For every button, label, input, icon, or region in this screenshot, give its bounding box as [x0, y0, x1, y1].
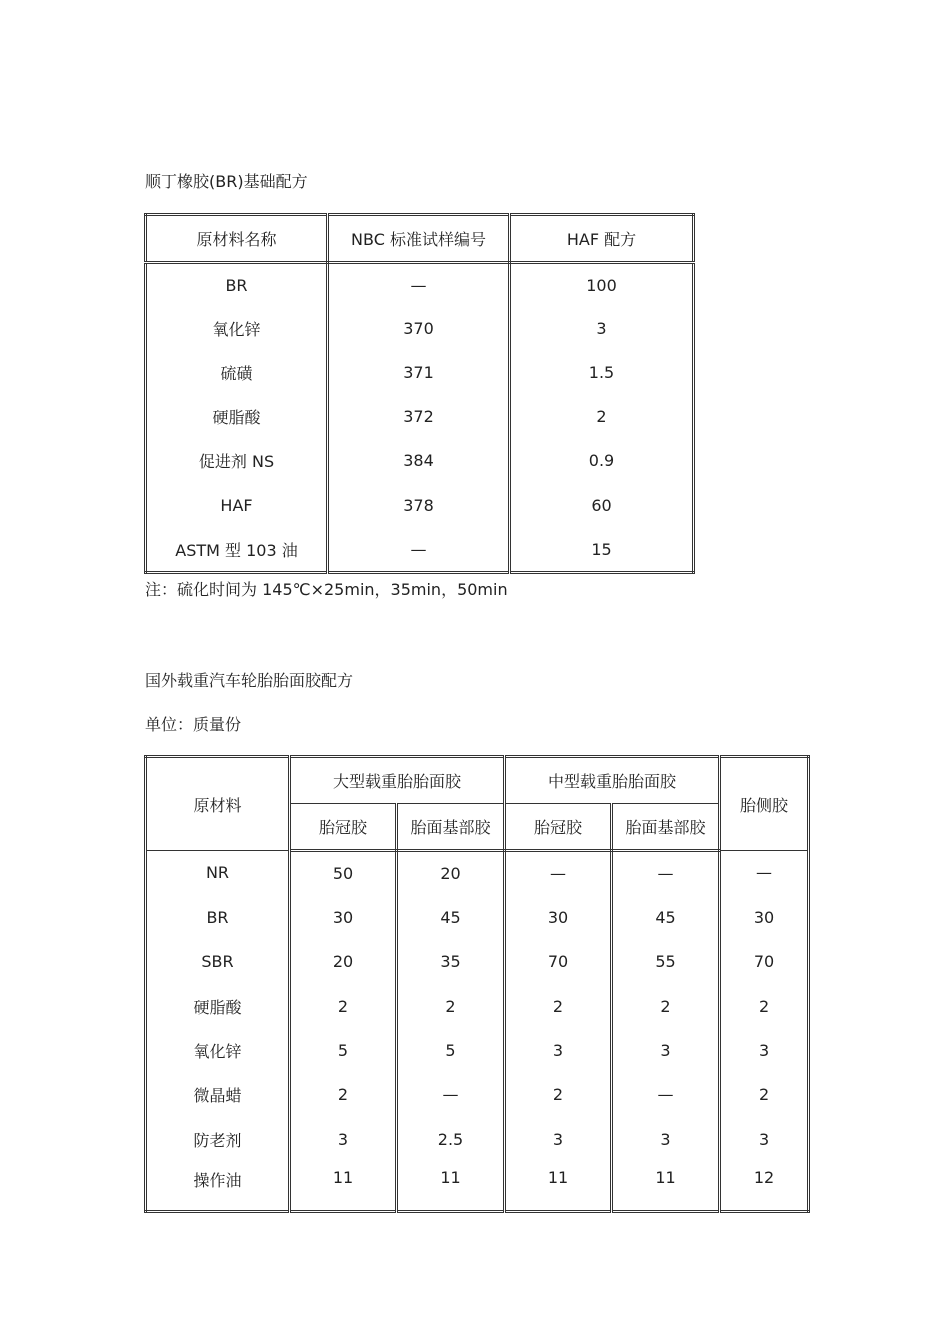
table-row	[146, 984, 809, 1029]
value-cell: 2	[290, 1073, 397, 1117]
column-header-material: 原材料	[146, 757, 290, 851]
value-cell: —	[720, 851, 809, 895]
value-cell: —	[612, 1073, 720, 1117]
material-cell: NR	[146, 851, 290, 895]
value-cell: 55	[612, 940, 720, 984]
code-cell: 378	[328, 483, 510, 528]
value-cell: 3	[720, 1117, 809, 1162]
table-row	[146, 395, 694, 439]
column-group-large: 大型载重胎胎面胶	[290, 757, 505, 804]
column-subheader: 胎面基部胶	[612, 804, 720, 851]
table-row	[146, 1162, 809, 1212]
value-cell: 100	[510, 263, 694, 307]
column-header: HAF 配方	[510, 215, 694, 263]
value-cell: 2	[612, 984, 720, 1029]
value-cell: 2	[290, 984, 397, 1029]
value-cell: 11	[505, 1162, 612, 1212]
value-cell: 3	[720, 1029, 809, 1073]
material-cell: 硬脂酸	[146, 984, 290, 1029]
material-cell: 硫磺	[146, 351, 328, 395]
code-cell: 371	[328, 351, 510, 395]
value-cell: 2.5	[397, 1117, 505, 1162]
value-cell: 35	[397, 940, 505, 984]
value-cell: 45	[397, 895, 505, 940]
material-cell: 硬脂酸	[146, 395, 328, 439]
table-note: 注：硫化时间为 145℃×25min，35min，50min	[145, 580, 508, 599]
material-cell: 促进剂 NS	[146, 439, 328, 483]
value-cell: 2	[720, 1073, 809, 1117]
code-cell: 384	[328, 439, 510, 483]
material-cell: 微晶蜡	[146, 1073, 290, 1117]
value-cell: —	[612, 851, 720, 895]
material-cell: ASTM 型 103 油	[146, 528, 328, 573]
value-cell: 3	[505, 1117, 612, 1162]
value-cell: 1.5	[510, 351, 694, 395]
value-cell: 20	[290, 940, 397, 984]
value-cell: 70	[720, 940, 809, 984]
value-cell: 60	[510, 483, 694, 528]
value-cell: 30	[505, 895, 612, 940]
material-cell: HAF	[146, 483, 328, 528]
value-cell: 2	[505, 984, 612, 1029]
value-cell: 2	[720, 984, 809, 1029]
code-cell: 370	[328, 307, 510, 351]
column-subheader: 胎冠胶	[505, 804, 612, 851]
code-cell: 372	[328, 395, 510, 439]
table-row	[146, 1073, 809, 1117]
table-row	[146, 351, 694, 395]
value-cell: —	[397, 1073, 505, 1117]
material-cell: 防老剂	[146, 1117, 290, 1162]
material-cell: BR	[146, 895, 290, 940]
material-cell: BR	[146, 263, 328, 307]
unit-label: 单位：质量份	[145, 715, 242, 734]
value-cell: 2	[505, 1073, 612, 1117]
value-cell: 11	[290, 1162, 397, 1212]
value-cell: 15	[510, 528, 694, 573]
section1-title: 顺丁橡胶(BR)基础配方	[145, 172, 308, 191]
table-row	[146, 307, 694, 351]
table-header-row	[146, 215, 694, 263]
value-cell: 20	[397, 851, 505, 895]
tread-formula-table	[144, 755, 810, 1213]
column-subheader: 胎面基部胶	[397, 804, 505, 851]
material-cell: 氧化锌	[146, 307, 328, 351]
value-cell: 30	[290, 895, 397, 940]
table-row	[146, 895, 809, 940]
value-cell: 45	[612, 895, 720, 940]
table-row	[146, 263, 694, 307]
value-cell: 70	[505, 940, 612, 984]
code-cell: —	[328, 528, 510, 573]
table-row	[146, 1117, 809, 1162]
value-cell: 5	[397, 1029, 505, 1073]
material-cell: SBR	[146, 940, 290, 984]
value-cell: —	[505, 851, 612, 895]
value-cell: 2	[397, 984, 505, 1029]
br-formula-table	[144, 213, 695, 574]
value-cell: 3	[290, 1117, 397, 1162]
value-cell: 3	[612, 1029, 720, 1073]
value-cell: 50	[290, 851, 397, 895]
column-header: 原材料名称	[146, 215, 328, 263]
value-cell: 3	[612, 1117, 720, 1162]
value-cell: 5	[290, 1029, 397, 1073]
table-row	[146, 439, 694, 483]
section2-title: 国外载重汽车轮胎胎面胶配方	[145, 671, 354, 690]
column-subheader: 胎冠胶	[290, 804, 397, 851]
table-header-row	[146, 757, 809, 804]
material-cell: 操作油	[146, 1162, 290, 1212]
table-row	[146, 1029, 809, 1073]
value-cell: 0.9	[510, 439, 694, 483]
value-cell: 30	[720, 895, 809, 940]
table-row	[146, 483, 694, 528]
table-row	[146, 528, 694, 573]
code-cell: —	[328, 263, 510, 307]
value-cell: 11	[612, 1162, 720, 1212]
value-cell: 12	[720, 1162, 809, 1212]
table-row	[146, 940, 809, 984]
column-header: NBC 标准试样编号	[328, 215, 510, 263]
value-cell: 11	[397, 1162, 505, 1212]
value-cell: 3	[510, 307, 694, 351]
table-row	[146, 851, 809, 895]
value-cell: 2	[510, 395, 694, 439]
column-group-medium: 中型载重胎胎面胶	[505, 757, 720, 804]
material-cell: 氧化锌	[146, 1029, 290, 1073]
value-cell: 3	[505, 1029, 612, 1073]
column-header-sidewall: 胎侧胶	[720, 757, 809, 851]
